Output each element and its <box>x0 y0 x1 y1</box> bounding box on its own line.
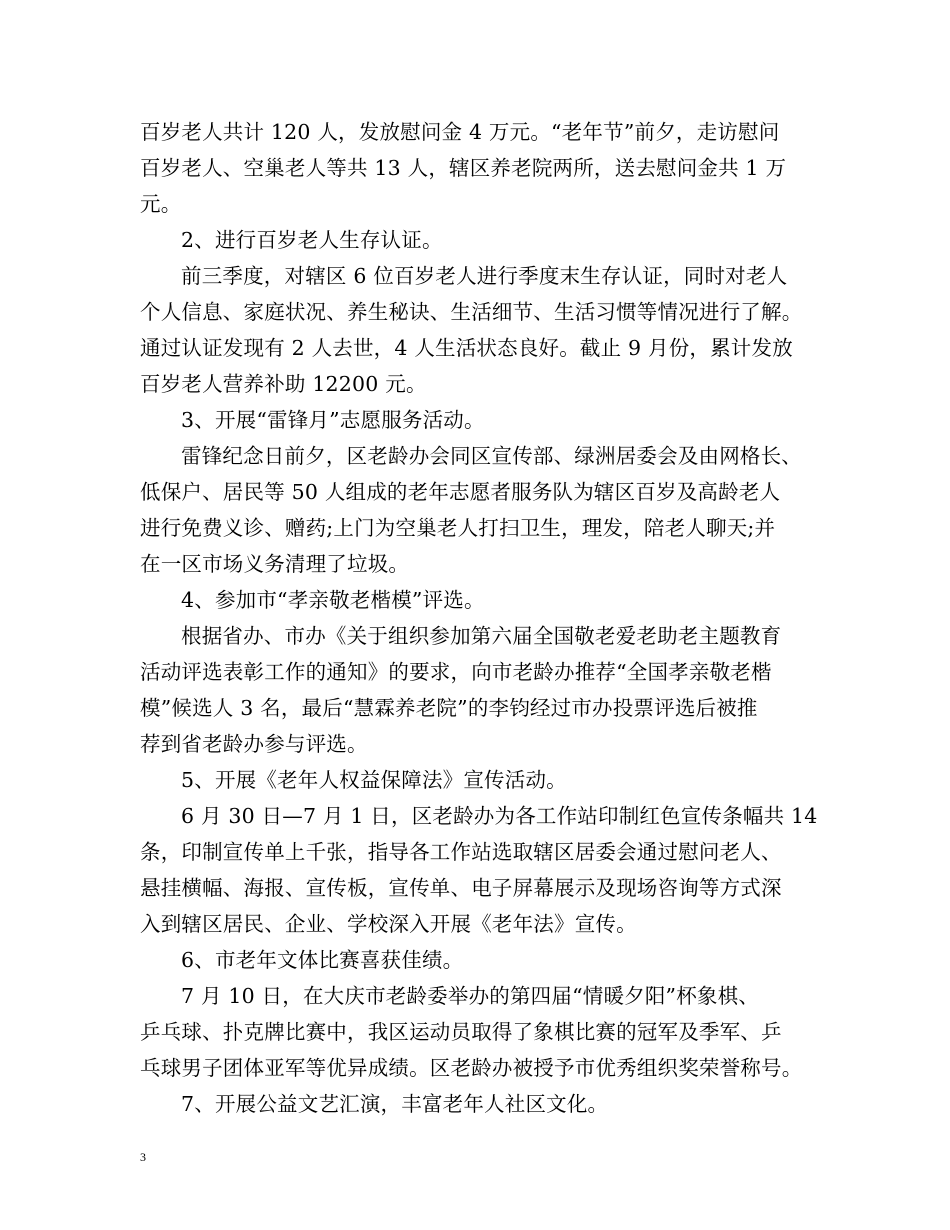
text-line: 条，印制宣传单上千张，指导各工作站选取辖区居委会通过慰问老人、 <box>140 840 782 864</box>
text-line: 6、市老年文体比赛喜获佳绩。 <box>181 948 464 972</box>
text-line: 雷锋纪念日前夕，区老龄办会同区宣传部、绿洲居委会及由网格长、 <box>181 444 802 468</box>
text-line: 通过认证发现有 2 人去世，4 人生活状态良好。截止 9 月份，累计发放 <box>140 336 793 360</box>
document-body <box>140 114 830 1122</box>
text-line: 百岁老人营养补助 12200 元。 <box>140 372 427 396</box>
text-line: 7 月 10 日，在大庆市老龄委举办的第四届“情暖夕阳”杯象棋、 <box>181 984 760 1008</box>
text-line: 悬挂横幅、海报、宣传板，宣传单、电子屏幕展示及现场咨询等方式深 <box>140 876 782 900</box>
text-line: 百岁老人共计 120 人，发放慰问金 4 万元。“老年节”前夕，走访慰问 <box>140 120 780 144</box>
text-line: 入到辖区居民、企业、学校深入开展《老年法》宣传。 <box>140 912 637 936</box>
text-line: 6 月 30 日—7 月 1 日，区老龄办为各工作站印制红色宣传条幅共 14 <box>181 804 818 828</box>
text-line: 元。 <box>140 192 182 216</box>
text-line: 进行免费义诊、赠药;上门为空巢老人打扫卫生，理发，陪老人聊天;并 <box>140 516 776 540</box>
text-line: 4、参加市“孝亲敬老楷模”评选。 <box>181 588 485 612</box>
text-line: 活动评选表彰工作的通知》的要求，向市老龄办推荐“全国孝亲敬老楷 <box>140 660 772 684</box>
text-line: 乓球男子团体亚军等优异成绩。区老龄办被授予市优秀组织奖荣誉称号。 <box>140 1056 803 1080</box>
text-line: 模”候选人 3 名，最后“慧霖养老院”的李钧经过市办投票评选后被推 <box>140 696 758 720</box>
text-line: 7、开展公益文艺汇演，丰富老年人社区文化。 <box>181 1092 609 1116</box>
text-line: 低保户、居民等 50 人组成的老年志愿者服务队为辖区百岁及高龄老人 <box>140 480 781 504</box>
text-line: 根据省办、市办《关于组织参加第六届全国敬老爱老助老主题教育 <box>181 624 782 648</box>
text-line: 在一区市场义务清理了垃圾。 <box>140 552 410 576</box>
text-line: 5、开展《老年人权益保障法》宣传活动。 <box>181 768 567 792</box>
text-line: 百岁老人、空巢老人等共 13 人，辖区养老院两所，送去慰问金共 1 万 <box>140 156 787 180</box>
text-line: 个人信息、家庭状况、养生秘诀、生活细节、生活习惯等情况进行了解。 <box>140 300 803 324</box>
text-line: 3、开展“雷锋月”志愿服务活动。 <box>181 408 485 432</box>
text-line: 前三季度，对辖区 6 位百岁老人进行季度末生存认证，同时对老人 <box>181 264 788 288</box>
page-number: 3 <box>140 1150 146 1164</box>
text-line: 2、进行百岁老人生存认证。 <box>181 228 443 252</box>
text-line: 荐到省老龄办参与评选。 <box>140 732 368 756</box>
text-line: 乒乓球、扑克牌比赛中，我区运动员取得了象棋比赛的冠军及季军、乒 <box>140 1020 782 1044</box>
